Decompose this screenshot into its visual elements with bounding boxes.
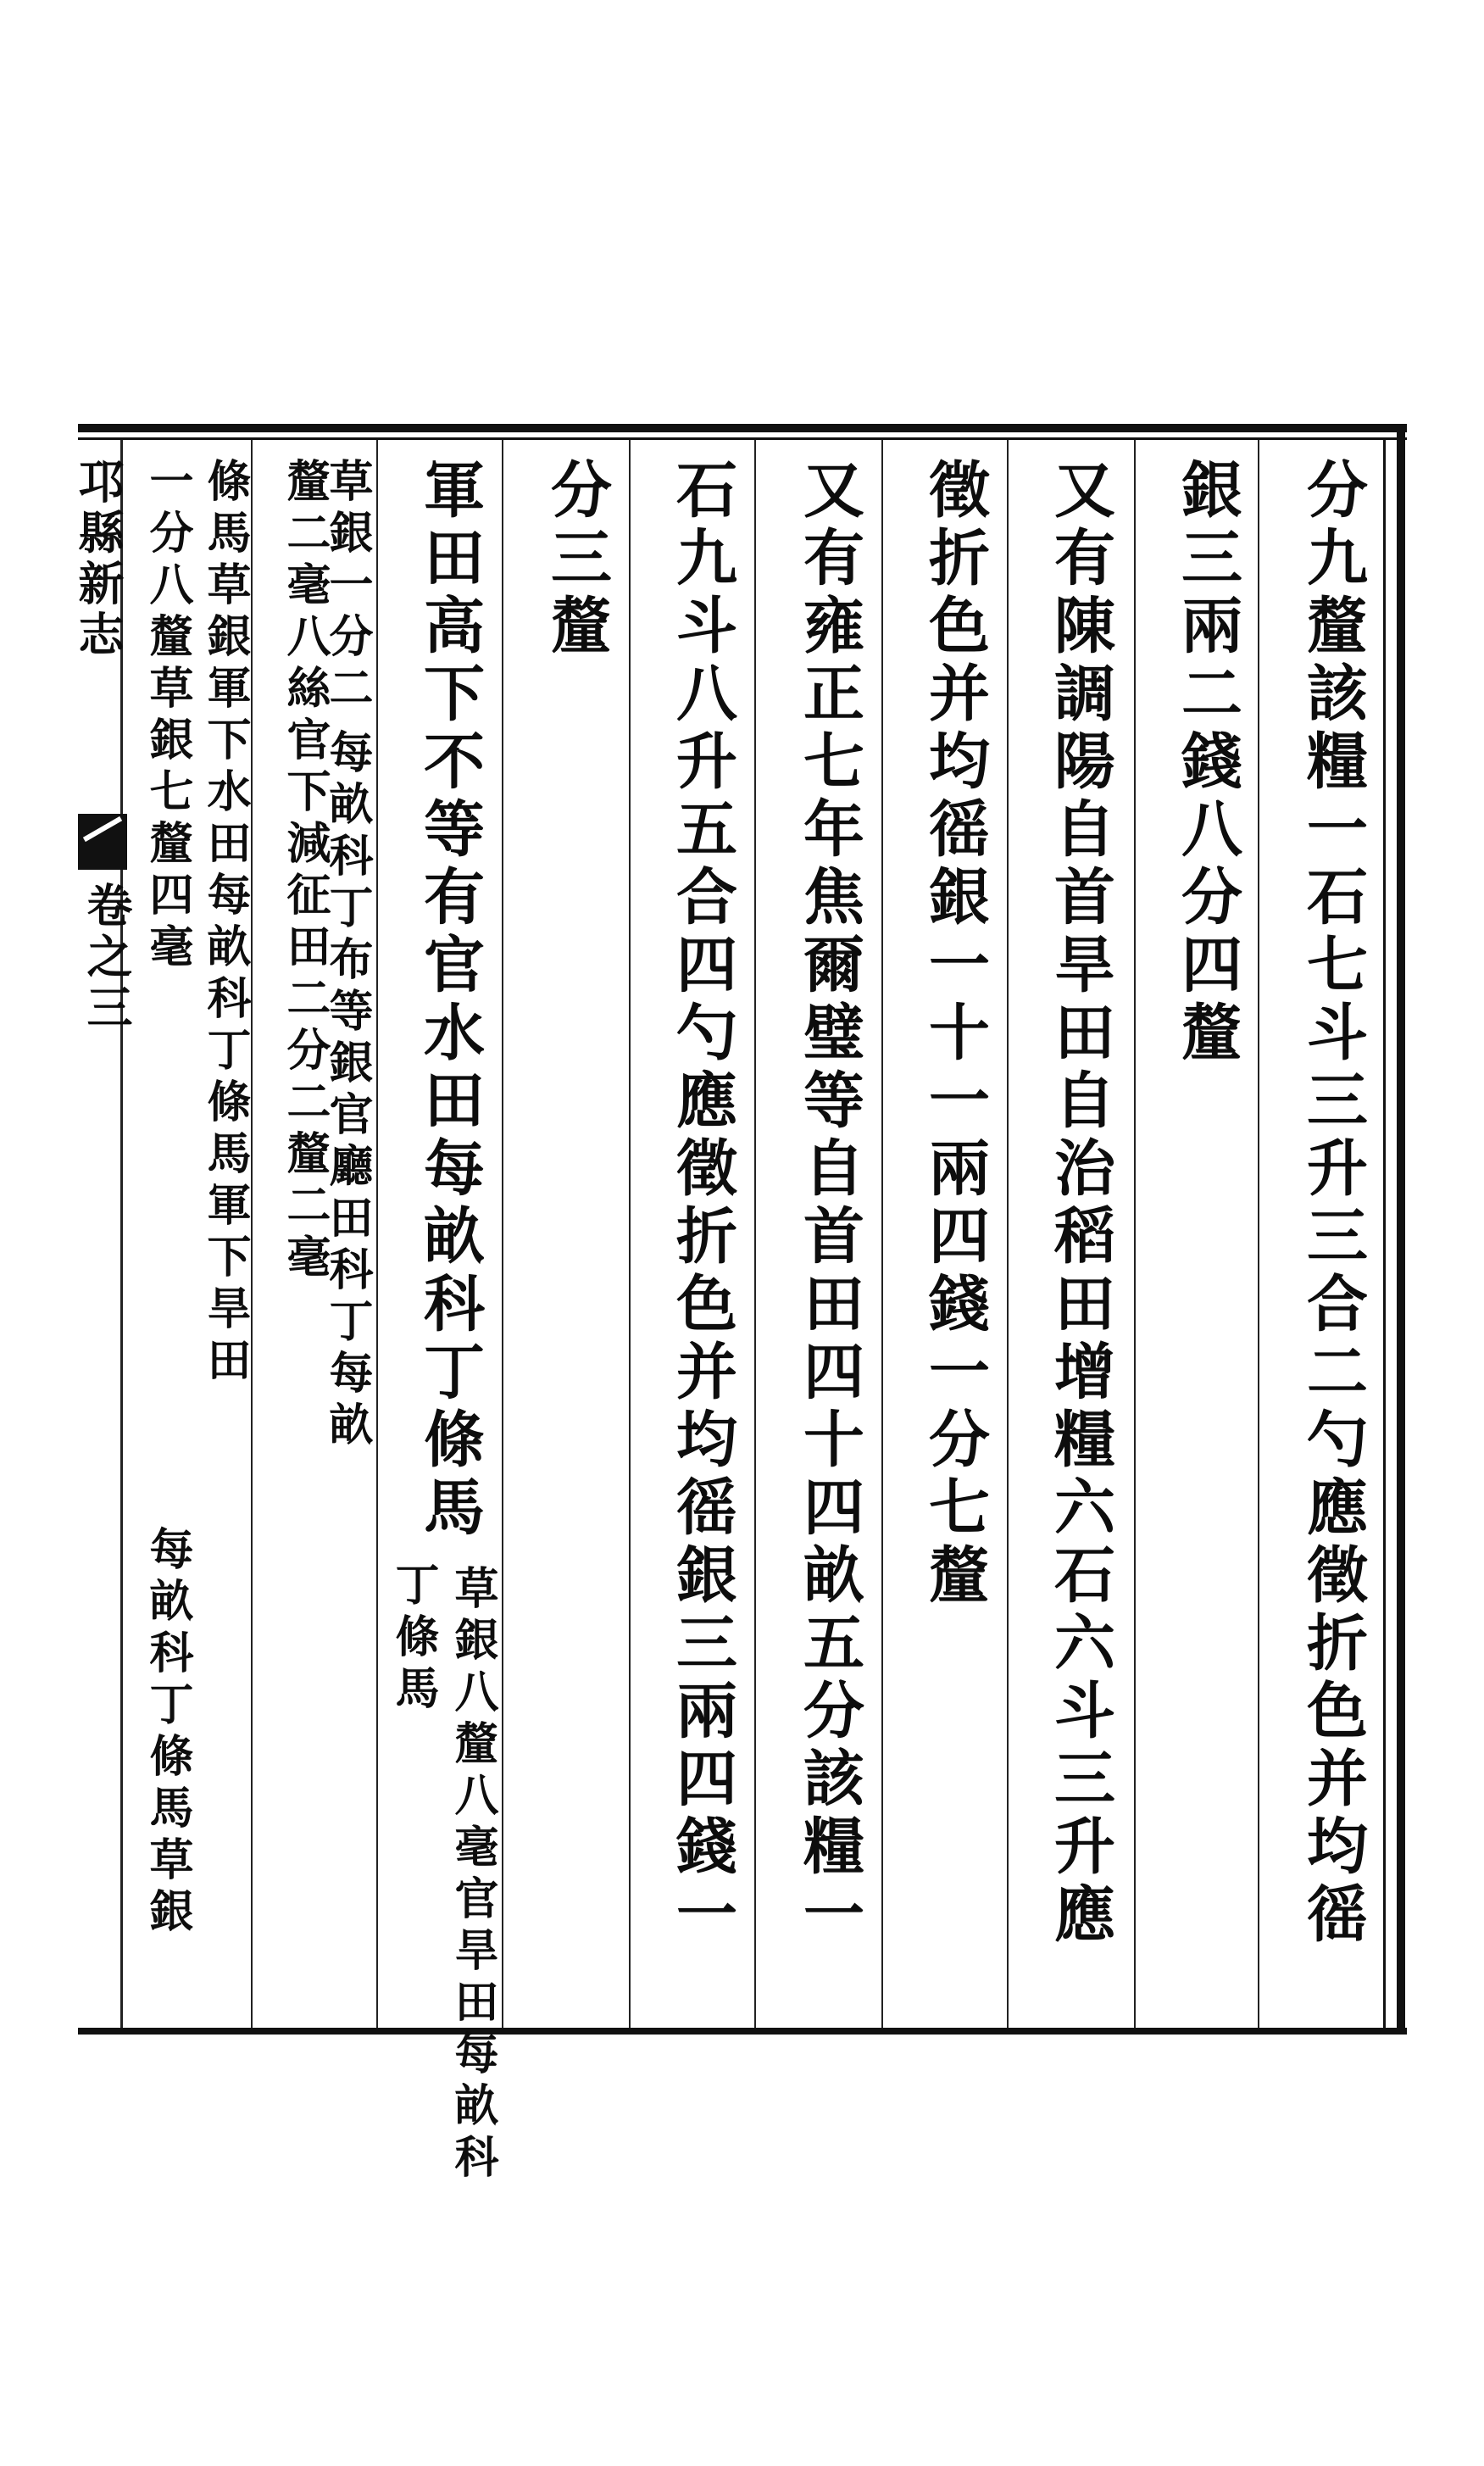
- column-rule: [629, 440, 631, 2028]
- text-column-2: 銀三兩二錢八分四釐: [1171, 458, 1243, 1068]
- column-rule: [881, 440, 883, 2028]
- margin-rule: [120, 440, 123, 2028]
- note-column-10c: 一分八釐草銀七釐四毫: [142, 458, 193, 975]
- column-rule: [1134, 440, 1136, 2028]
- frame-bottom-border: [78, 2028, 1407, 2035]
- column-rule: [754, 440, 756, 2028]
- text-column-5: 又有雍正七年焦爾璧等自首田四十四畝五分該糧一: [793, 458, 865, 1950]
- frame-right-border: [1397, 424, 1405, 2035]
- book-title-margin: 邛縣新志: [71, 458, 125, 661]
- note-column-10b: 每畝科丁條馬草銀: [142, 1526, 193, 1940]
- column-rule: [1258, 440, 1259, 2028]
- text-column-8-main: 軍田高下不等有官水田每畝科丁條馬: [414, 458, 486, 1543]
- volume-label-margin: 卷之三: [80, 882, 134, 1034]
- note-column-8a: 草銀八釐八毫官旱田每畝科: [447, 1565, 498, 2185]
- note-column-9c: 每畝科丁布等銀官廳田科丁每畝: [321, 729, 373, 1453]
- column-rule: [1007, 440, 1009, 2028]
- text-column-7: 分三釐: [541, 458, 613, 661]
- frame-top-inner-border: [78, 437, 1407, 440]
- frame-top-border: [78, 424, 1407, 432]
- note-column-9b: 釐二毫八絲官下減征田二分二釐二毫: [279, 458, 331, 1285]
- text-column-6: 石九斗八升五合四勺應徵折色并均徭銀三兩四錢一: [666, 458, 738, 1950]
- text-column-3: 又有陳調陽自首旱田自治稻田增糧六石六斗三升應: [1044, 458, 1116, 1950]
- note-column-9a: 草銀一分二: [321, 458, 373, 716]
- text-column-4: 徵折色并均徭銀一十一兩四錢一分七釐: [919, 458, 991, 1611]
- note-column-10a: 條馬草銀軍下水田每畝科丁條馬軍下旱田: [199, 458, 251, 1389]
- frame-right-inner-border: [1383, 437, 1386, 2028]
- text-column-1: 分九釐該糧一石七斗三升三合二勺應徵折色并均徭: [1297, 458, 1369, 1950]
- note-column-8b: 丁條馬: [387, 1561, 439, 1717]
